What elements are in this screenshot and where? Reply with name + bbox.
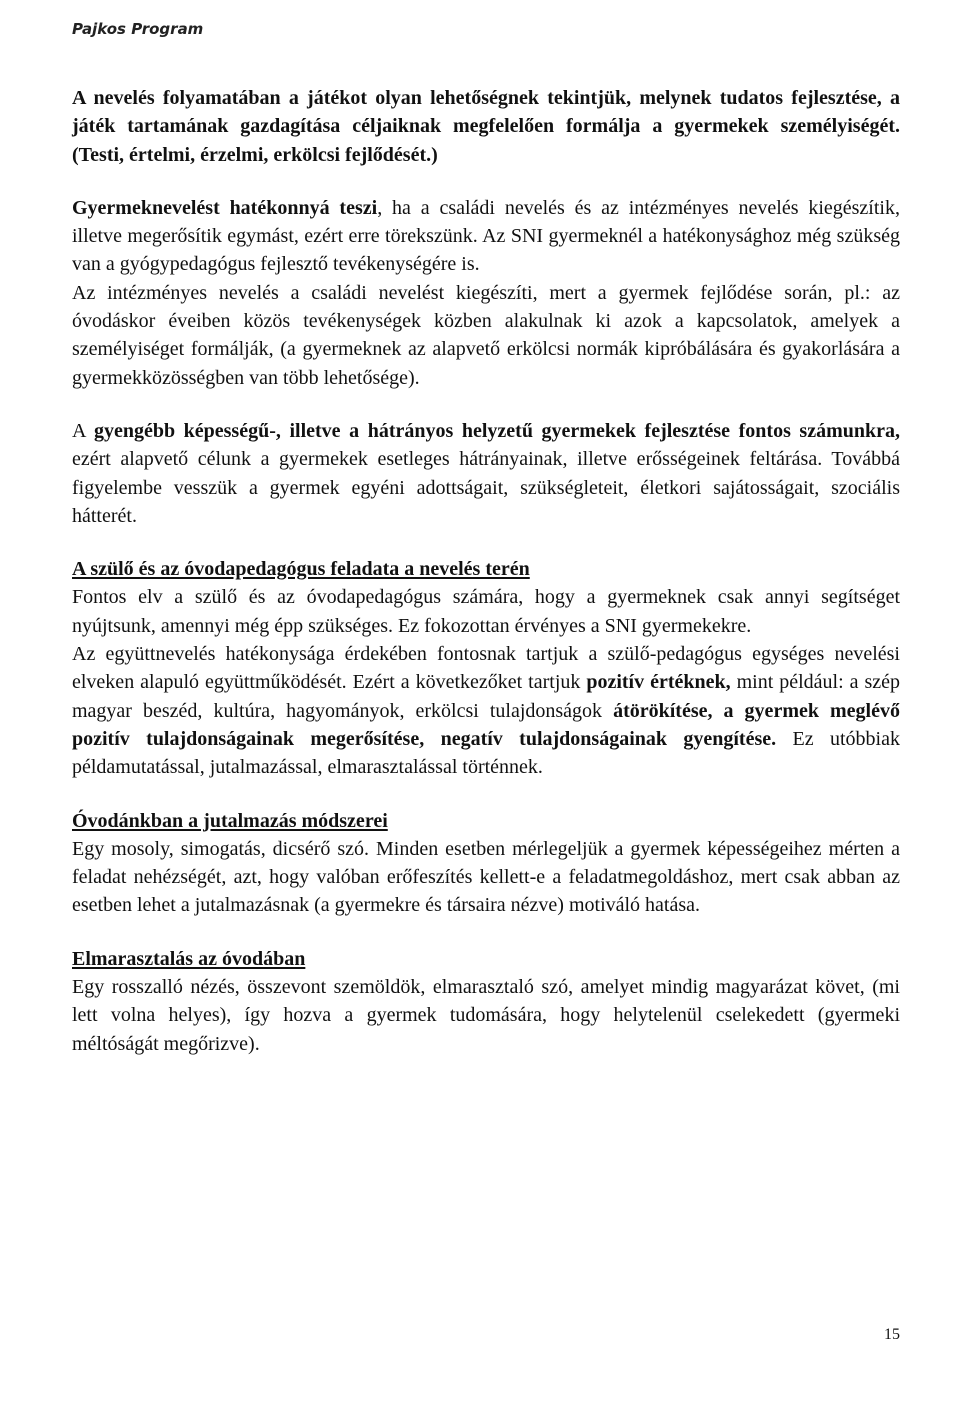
section-heading-reprimand: [72, 945, 900, 973]
paragraph-text: A: [72, 419, 94, 442]
heading-text: A szülő és az óvodapedagógus feladata a nevelés terén: [72, 558, 530, 581]
paragraph-play: [72, 84, 900, 169]
paragraph-text: Egy rosszalló nézés, összevont szemöldök, elmarasztaló szó, amelyet mindig magyarázat követ, (mi lett volna helyes), így hozva a gyermek tudomására, hogy helytelenül cselekedett (gyermeki méltóságát megőrizve).: [72, 976, 900, 1055]
section-heading-rewards: [72, 807, 900, 835]
page-header-title: Pajkos Program: [72, 20, 204, 38]
paragraph-principle: [72, 583, 900, 640]
paragraph-text: Ez utóbbiak példamutatással, jutalmazással, elmarasztalással történnek.: [72, 727, 900, 779]
paragraph-text: ezért alapvető célunk a gyermekek esetleges hátrányainak, illetve erősségeinek feltárása. Továbbá figyelembe vesszük a gyermek egyéni adottságait, szükségleteit, életkori sajátosságait, szociális hátterét.: [72, 448, 900, 527]
paragraph-reprimand: [72, 973, 900, 1058]
section-heading-parent-teacher: [72, 555, 900, 583]
paragraph-text: Az intézményes nevelés a családi nevelést kiegészíti, mert a gyermek fejlődése során, pl.: az óvodáskor éveiben közös tevékenységek közben alakulnak ki azok a kapcsolatok, amelyek a személyiséget formálják, (a gyermeknek az alapvető erkölcsi normák kipróbálására és gyakorlására a gyermekközösségben van több lehetősége).: [72, 281, 900, 389]
paragraph-disadvantaged: [72, 417, 900, 530]
bold-phrase: pozitív értéknek,: [586, 671, 731, 694]
bold-phrase: átörökítése, a gyermek meglévő pozitív tulajdonságainak megerősítése, negatív tulajdonságainak gyengítése.: [72, 699, 900, 750]
bold-phrase: gyengébb képességű-, illetve a hátrányos helyzetű gyermekek fejlesztése fontos számunkra,: [93, 419, 900, 442]
paragraph-text: mint például: a szép magyar beszéd, kultúra, hagyományok, erkölcsi tulajdonságok: [72, 671, 900, 722]
heading-text: Elmarasztalás az óvodában: [72, 947, 306, 970]
paragraph-text: Az együttnevelés hatékonysága érdekében fontosnak tartjuk a szülő-pedagógus egységes nevelési elveken alapuló együttműködését. Ezért a következőket tartjuk: [72, 643, 900, 694]
paragraph-rewards: [72, 835, 900, 920]
page-body: [72, 84, 900, 1058]
paragraph-text: Egy mosoly, simogatás, dicsérő szó. Minden esetben mérlegeljük a gyermek képességeihez mérten a feladat nehézségét, azt, hogy valóban erőfeszítés kellett-e a feladatmegoldáshoz, mert csak abban az esetben lehet a jutalmazásnak (a gyermekre és társaira nézve) motiváló hatása.: [72, 837, 900, 917]
page-number: 15: [884, 1326, 900, 1343]
paragraph-effective-upbringing: [72, 194, 900, 279]
paragraph-play-text: A nevelés folyamatában a játékot olyan lehetőségnek tekintjük, melynek tudatos fejlesztése, a játék tartamának gazdagítása céljaiknak megfelelően formálja a gyermekek személyiségét. (Testi, értelmi, érzelmi, erkölcsi fejlődését.): [72, 87, 900, 166]
paragraph-text: Fontos elv a szülő és az óvodapedagógus számára, hogy a gyermeknek csak annyi segítséget nyújtsunk, amennyi még épp szükséges. Ez fokozottan érvényes a SNI gyermekekre.: [72, 586, 900, 637]
bold-phrase: Gyermeknevelést hatékonnyá teszi: [72, 196, 378, 219]
heading-text: Óvodánkban a jutalmazás módszerei: [72, 809, 388, 832]
paragraph-co-education: [72, 640, 900, 781]
paragraph-institutional: [72, 279, 900, 392]
paragraph-text: , ha a családi nevelés és az intézményes nevelés kiegészítik, illetve megerősítik egymást, ezért erre törekszünk. Az SNI gyermeknél a hatékonysághoz még szükség van a gyógypedagógus fejlesztő tevékenységére is.: [72, 196, 900, 276]
